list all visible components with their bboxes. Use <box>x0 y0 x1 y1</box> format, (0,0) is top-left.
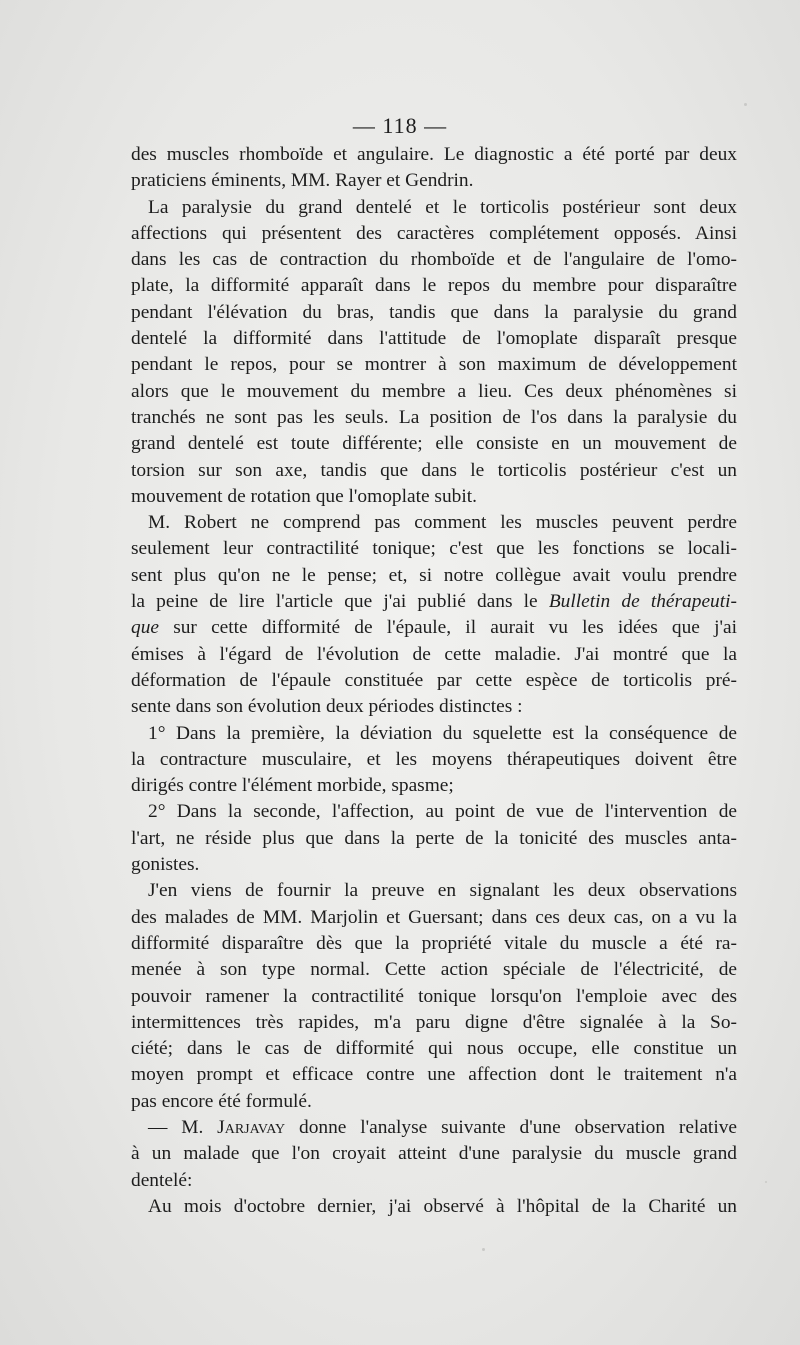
text-line: torsion sur son axe, tandis que dans le torticolis postérieur c'est un <box>131 459 737 481</box>
body-text <box>131 142 737 1220</box>
author-name-small-caps: Jarjavay <box>217 1116 286 1138</box>
text-line: menée à son type normal. Cette action spéciale de l'électricité, de <box>131 959 737 981</box>
text-line: intermittences très rapides, m'a paru digne d'être signalée à la So- <box>131 1011 737 1033</box>
text-line: émises à l'égard de l'évolution de cette maladie. J'ai montré que la <box>131 643 737 665</box>
text-line: plate, la difformité apparaît dans le repos du membre pour disparaître <box>131 275 737 297</box>
text-line: des malades de MM. Marjolin et Guersant; dans ces deux cas, on a vu la <box>131 906 737 928</box>
text-fragment: donne l'analyse suivante d'une observation relative <box>299 1116 738 1138</box>
text-line: pendant l'élévation du bras, tandis que dans la paralysie du grand <box>131 301 737 323</box>
text-line: 1° Dans la première, la déviation du squelette est la conséquence de <box>148 722 737 744</box>
text-line: sente dans son évolution deux périodes distinctes : <box>131 696 523 718</box>
text-line: sent plus qu'on ne le pense; et, si notre collègue avait voulu prendre <box>131 564 737 586</box>
text-line: mouvement de rotation que l'omoplate subit. <box>131 485 477 507</box>
text-line: dentelé: <box>131 1169 193 1191</box>
text-line: la contracture musculaire, et les moyens thérapeutiques doivent être <box>131 748 737 770</box>
text-line: alors que le mouvement du membre a lieu. Ces deux phénomènes si <box>131 380 737 402</box>
text-line: déformation de l'épaule constituée par cette espèce de torticolis pré- <box>131 669 737 691</box>
text-line: 2° Dans la seconde, l'affection, au point de vue de l'intervention de <box>148 801 737 823</box>
text-line: pas encore été formulé. <box>131 1090 312 1112</box>
text-line: l'art, ne réside plus que dans la perte de la tonicité des muscles anta- <box>131 827 737 849</box>
text-line: pouvoir ramener la contractilité tonique lorsqu'on l'emploie avec des <box>131 985 737 1007</box>
text-line: Au mois d'octobre dernier, j'ai observé à l'hôpital de la Charité un <box>148 1195 737 1217</box>
journal-title-italic: que <box>131 617 159 639</box>
text-line: des muscles rhomboïde et angulaire. Le diagnostic a été porté par deux <box>131 144 737 165</box>
paper-speck <box>744 103 747 106</box>
text-line: dans les cas de contraction du rhomboïde et de l'angulaire de l'omo- <box>131 249 737 271</box>
text-line: grand dentelé est toute différente; elle consiste en un mouvement de <box>131 433 737 455</box>
text-line: ciété; dans le cas de difformité qui nous occupe, elle constitue un <box>131 1038 737 1060</box>
text-line: à un malade que l'on croyait atteint d'une paralysie du muscle grand <box>131 1143 737 1165</box>
text-line <box>131 615 737 641</box>
paper-speck <box>765 1181 767 1183</box>
paper-speck <box>482 1248 485 1251</box>
text-line: tranchés ne sont pas les seuls. La position de l'os dans la paralysie du <box>131 406 737 428</box>
text-fragment: sur cette difformité de l'épaule, il aurait vu les idées que j'ai <box>173 617 737 639</box>
text-line: affections qui présentent des caractères complétement opposés. Ainsi <box>131 222 737 244</box>
text-line: M. Robert ne comprend pas comment les muscles peuvent perdre <box>148 512 737 534</box>
text-line: dirigés contre l'élément morbide, spasme; <box>131 775 454 797</box>
text-line: gonistes. <box>131 854 200 876</box>
text-line: pendant le repos, pour se montrer à son maximum de développement <box>131 354 737 376</box>
text-line <box>131 1115 737 1141</box>
text-fragment: la peine de lire l'article que j'ai publié dans le <box>131 591 538 613</box>
text-line: difformité disparaître dès que la propriété vitale du muscle a été ra- <box>131 932 737 954</box>
text-line: dentelé la difformité dans l'attitude de l'omoplate disparaît presque <box>131 328 737 350</box>
text-line: La paralysie du grand dentelé et le torticolis postérieur sont deux <box>148 196 737 218</box>
text-line <box>131 589 737 615</box>
text-line: seulement leur contractilité tonique; c'est que les fonctions se locali- <box>131 538 737 560</box>
text-line: J'en viens de fournir la preuve en signalant les deux observations <box>148 880 737 902</box>
page-number: — 118 — <box>352 113 448 138</box>
text-line: praticiens éminents, MM. Rayer et Gendrin. <box>131 170 474 192</box>
journal-title-italic: Bulletin de thérapeuti- <box>548 591 737 613</box>
text-line: moyen prompt et efficace contre une affection dont le traitement n'a <box>131 1064 737 1086</box>
text-fragment: — M. <box>148 1116 204 1138</box>
